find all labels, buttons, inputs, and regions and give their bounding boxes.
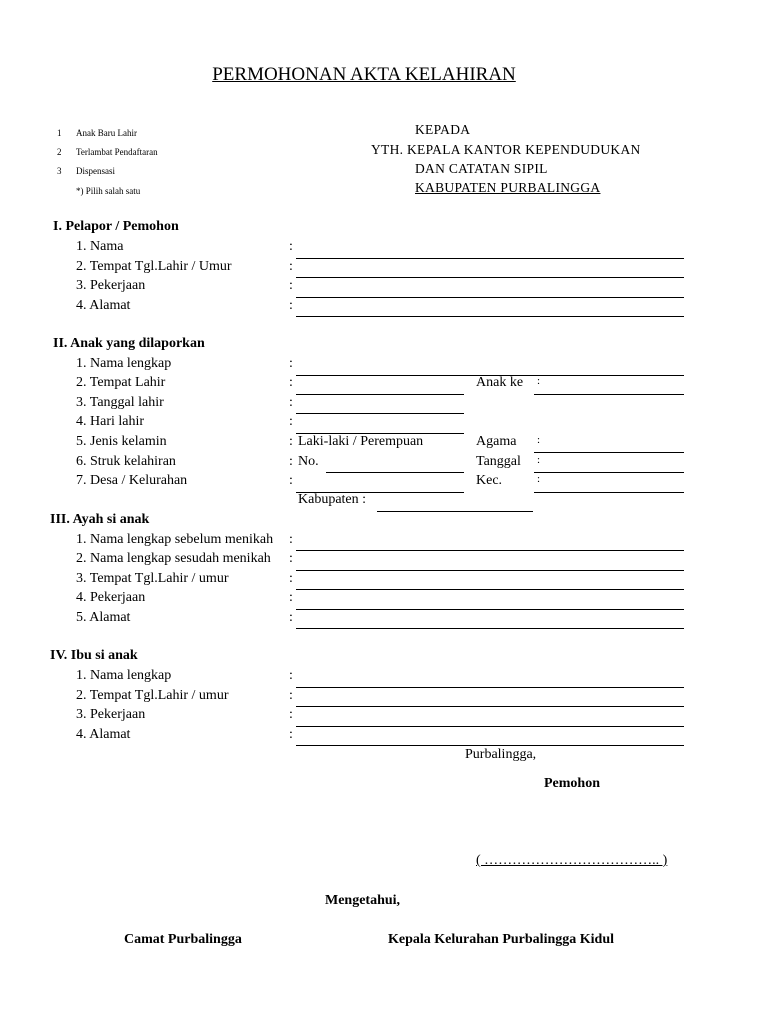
field-label: 3. Tempat Tgl.Lahir / umur	[76, 571, 229, 586]
field-label: 3. Pekerjaan	[76, 707, 146, 722]
colon: :	[289, 727, 293, 742]
fill-line[interactable]	[296, 589, 684, 590]
colon: :	[289, 298, 293, 313]
address-kepada: KEPADA	[415, 122, 471, 137]
fill-line[interactable]	[534, 394, 684, 395]
option-number-3: 3	[57, 166, 62, 176]
fill-line[interactable]	[296, 297, 684, 298]
gender-options[interactable]: Laki-laki / Perempuan	[298, 434, 424, 449]
fill-line[interactable]	[296, 609, 684, 610]
field-label: 1. Nama lengkap sebelum menikah	[76, 532, 274, 547]
tanggal-label: Tanggal	[476, 454, 521, 469]
colon: :	[537, 473, 541, 485]
pemohon-label: Pemohon	[544, 776, 600, 791]
fill-line[interactable]	[296, 570, 684, 571]
field-label: 1. Nama lengkap	[76, 356, 172, 371]
kabupaten-label: Kabupaten :	[298, 492, 367, 507]
fill-line[interactable]	[377, 511, 533, 512]
option-number-1: 1	[57, 128, 62, 138]
fill-line[interactable]	[296, 394, 464, 395]
field-label: 3. Tanggal lahir	[76, 395, 164, 410]
colon: :	[289, 668, 293, 683]
field-label: 4. Hari lahir	[76, 414, 145, 429]
fill-line[interactable]	[296, 258, 684, 259]
colon: :	[289, 590, 293, 605]
fill-line[interactable]	[296, 706, 684, 707]
fill-line[interactable]	[296, 726, 684, 727]
field-label: 3. Pekerjaan	[76, 278, 146, 293]
field-label: 4. Alamat	[76, 298, 131, 313]
fill-line[interactable]	[534, 492, 684, 493]
colon: :	[289, 551, 293, 566]
colon: :	[289, 473, 293, 488]
fill-line[interactable]	[296, 413, 464, 414]
fill-line[interactable]	[296, 277, 684, 278]
camat-label: Camat Purbalingga	[124, 932, 242, 947]
colon: :	[289, 375, 293, 390]
fill-line[interactable]	[534, 472, 684, 473]
colon: :	[537, 454, 541, 466]
section-1-heading: I. Pelapor / Pemohon	[53, 219, 179, 234]
colon: :	[289, 278, 293, 293]
colon: :	[289, 688, 293, 703]
field-label: 2. Nama lengkap sesudah menikah	[76, 551, 271, 566]
field-label: 1. Nama lengkap	[76, 668, 172, 683]
fill-line[interactable]	[296, 745, 684, 746]
colon: :	[537, 434, 541, 446]
field-label: 7. Desa / Kelurahan	[76, 473, 188, 488]
fill-line[interactable]	[296, 628, 684, 629]
fill-line[interactable]	[326, 472, 464, 473]
field-label: 5. Alamat	[76, 610, 131, 625]
kepala-kelurahan-label: Kepala Kelurahan Purbalingga Kidul	[388, 932, 614, 947]
colon: :	[289, 610, 293, 625]
option-anak-baru-lahir: Anak Baru Lahir	[76, 128, 137, 138]
fill-line[interactable]	[534, 452, 684, 453]
address-capil: DAN CATATAN SIPIL	[415, 161, 548, 176]
colon: :	[289, 454, 293, 469]
field-label: 2. Tempat Lahir	[76, 375, 166, 390]
field-label: 4. Alamat	[76, 727, 131, 742]
field-label: 2. Tempat Tgl.Lahir / Umur	[76, 259, 232, 274]
address-yth: YTH. KEPALA KANTOR KEPENDUDUKAN	[371, 142, 641, 157]
colon: :	[289, 707, 293, 722]
option-dispensasi: Dispensasi	[76, 166, 115, 176]
colon: :	[289, 395, 293, 410]
section-4-heading: IV. Ibu si anak	[50, 648, 138, 663]
fill-line[interactable]	[296, 687, 684, 688]
place-label: Purbalingga,	[465, 747, 537, 762]
address-kabupaten: KABUPATEN PURBALINGGA	[415, 180, 601, 195]
anak-ke-label: Anak ke	[476, 375, 524, 390]
no-label: No.	[298, 454, 319, 469]
kec-label: Kec.	[476, 473, 503, 488]
mengetahui-label: Mengetahui,	[325, 893, 401, 908]
option-terlambat-pendaftaran: Terlambat Pendaftaran	[76, 147, 158, 157]
section-3-heading: III. Ayah si anak	[50, 512, 150, 527]
field-label: 6. Struk kelahiran	[76, 454, 176, 469]
fill-line[interactable]	[296, 550, 684, 551]
field-label: 4. Pekerjaan	[76, 590, 146, 605]
option-number-2: 2	[57, 147, 62, 157]
colon: :	[537, 375, 541, 387]
colon: :	[289, 239, 293, 254]
field-label: 5. Jenis kelamin	[76, 434, 167, 449]
signature-blank[interactable]: ( ……………………………….. )	[476, 853, 668, 868]
fill-line[interactable]	[296, 316, 684, 317]
colon: :	[289, 434, 293, 449]
colon: :	[289, 571, 293, 586]
field-label: 2. Tempat Tgl.Lahir / umur	[76, 688, 229, 703]
colon: :	[289, 259, 293, 274]
colon: :	[289, 532, 293, 547]
colon: :	[289, 414, 293, 429]
options-note: *) Pilih salah satu	[76, 186, 141, 196]
colon: :	[289, 356, 293, 371]
field-label: 1. Nama	[76, 239, 124, 254]
agama-label: Agama	[476, 434, 517, 449]
section-2-heading: II. Anak yang dilaporkan	[53, 336, 205, 351]
page-title: PERMOHONAN AKTA KELAHIRAN	[212, 64, 516, 85]
